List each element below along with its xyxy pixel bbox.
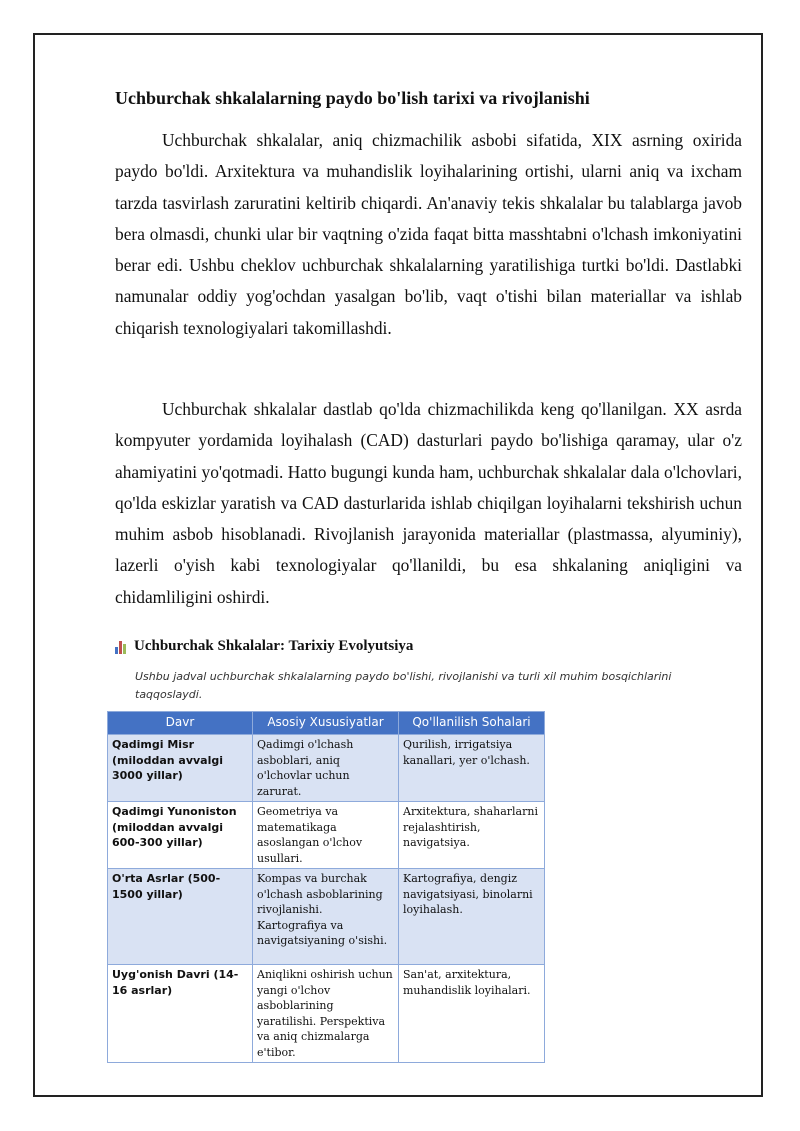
table-caption: Ushbu jadval uchburchak shkalalarning paydo bo'lishi, rivojlanishi va turli xil muhim bosqichlarini taqqoslaydi.: [135, 670, 672, 701]
paragraph-development: Uchburchak shkalalar dastlab qo'lda chizmachilikda keng qo'llanilgan. XX asrda kompyuter yordamida loyihalash (CAD) dasturlari paydo bo'lishiga qaramay, ular o'z ahamiyatini yo'qotmadi. Hatto bugungi kunda ham, uchburchak shkalalar dala o'lchovlari, qo'lda eskizlar yaratish va CAD dasturlarida ishlab chiqilgan loyihalarni tekshirish uchun muhim asbob hisoblanadi. Rivojlanish jarayonida materiallar (plastmassa, alyuminiy), lazerli o'yish kabi texnologiyalar qo'llanildi, bu esa shkalaning aniqligini va chidamliligini oshirdi.: [115, 399, 742, 607]
evolution-table: [107, 711, 545, 1063]
table-row: [108, 735, 545, 802]
document-heading: Uchburchak shkalalarning paydo bo'lish tarixi va rivojlanishi: [115, 88, 590, 108]
bar-chart-icon: [115, 640, 129, 654]
cell-period: O'rta Asrlar (500-1500 yillar): [108, 869, 253, 965]
header-period: Davr: [108, 712, 253, 735]
table-row: [108, 802, 545, 869]
cell-features: Geometriya va matematikaga asoslangan o'lchov usullari.: [253, 802, 399, 869]
paragraph-history: Uchburchak shkalalar, aniq chizmachilik asbobi sifatida, XIX asrning oxirida paydo bo'ldi. Arxitektura va muhandislik loyihalarining ortishi, ularni aniq va ixcham tarzda tasvirlash zaruratini keltirib chiqardi. An'anaviy tekis shkalalar bu talablarga javob bera olmasdi, chunki ular bir vaqtning o'zida faqat bitta masshtabni o'lchash imkoniyatini berar edi. Ushbu cheklov uchburchak shkalalarning yaratilishiga turtki bo'ldi. Dastlabki namunalar oddiy yog'ochdan yasalgan bo'lib, vaqt o'tishi bilan materiallar va ishlab chiqarish texnologiyalari takomillashdi.: [115, 130, 742, 338]
cell-period: Qadimgi Yunoniston (miloddan avvalgi 600-300 yillar): [108, 802, 253, 869]
cell-applications: Qurilish, irrigatsiya kanallari, yer o'lchash.: [399, 735, 545, 802]
header-applications: Qo'llanilish Sohalari: [399, 712, 545, 735]
cell-period: Uyg'onish Davri (14-16 asrlar): [108, 965, 253, 1063]
cell-applications: Arxitektura, shaharlarni rejalashtirish, navigatsiya.: [399, 802, 545, 869]
table-row: [108, 869, 545, 965]
cell-features: Aniqlikni oshirish uchun yangi o'lchov asboblarining yaratilishi. Perspektiva va aniq chizmalarga e'tibor.: [253, 965, 399, 1063]
section-title: [115, 638, 413, 655]
cell-features: Qadimgi o'lchash asboblari, aniq o'lchovlar uchun zarurat.: [253, 735, 399, 802]
cell-features: Kompas va burchak o'lchash asboblarining rivojlanishi. Kartografiya va navigatsiyaning o'sishi.: [253, 869, 399, 965]
table-row: [108, 965, 545, 1063]
table-header-row: [108, 712, 545, 735]
cell-applications: San'at, arxitektura, muhandislik loyihalari.: [399, 965, 545, 1063]
header-features: Asosiy Xususiyatlar: [253, 712, 399, 735]
cell-period: Qadimgi Misr (miloddan avvalgi 3000 yillar): [108, 735, 253, 802]
section-title-text: Uchburchak Shkalalar: Tarixiy Evolyutsiya: [134, 638, 414, 654]
cell-applications: Kartografiya, dengiz navigatsiyasi, binolarni loyihalash.: [399, 869, 545, 965]
